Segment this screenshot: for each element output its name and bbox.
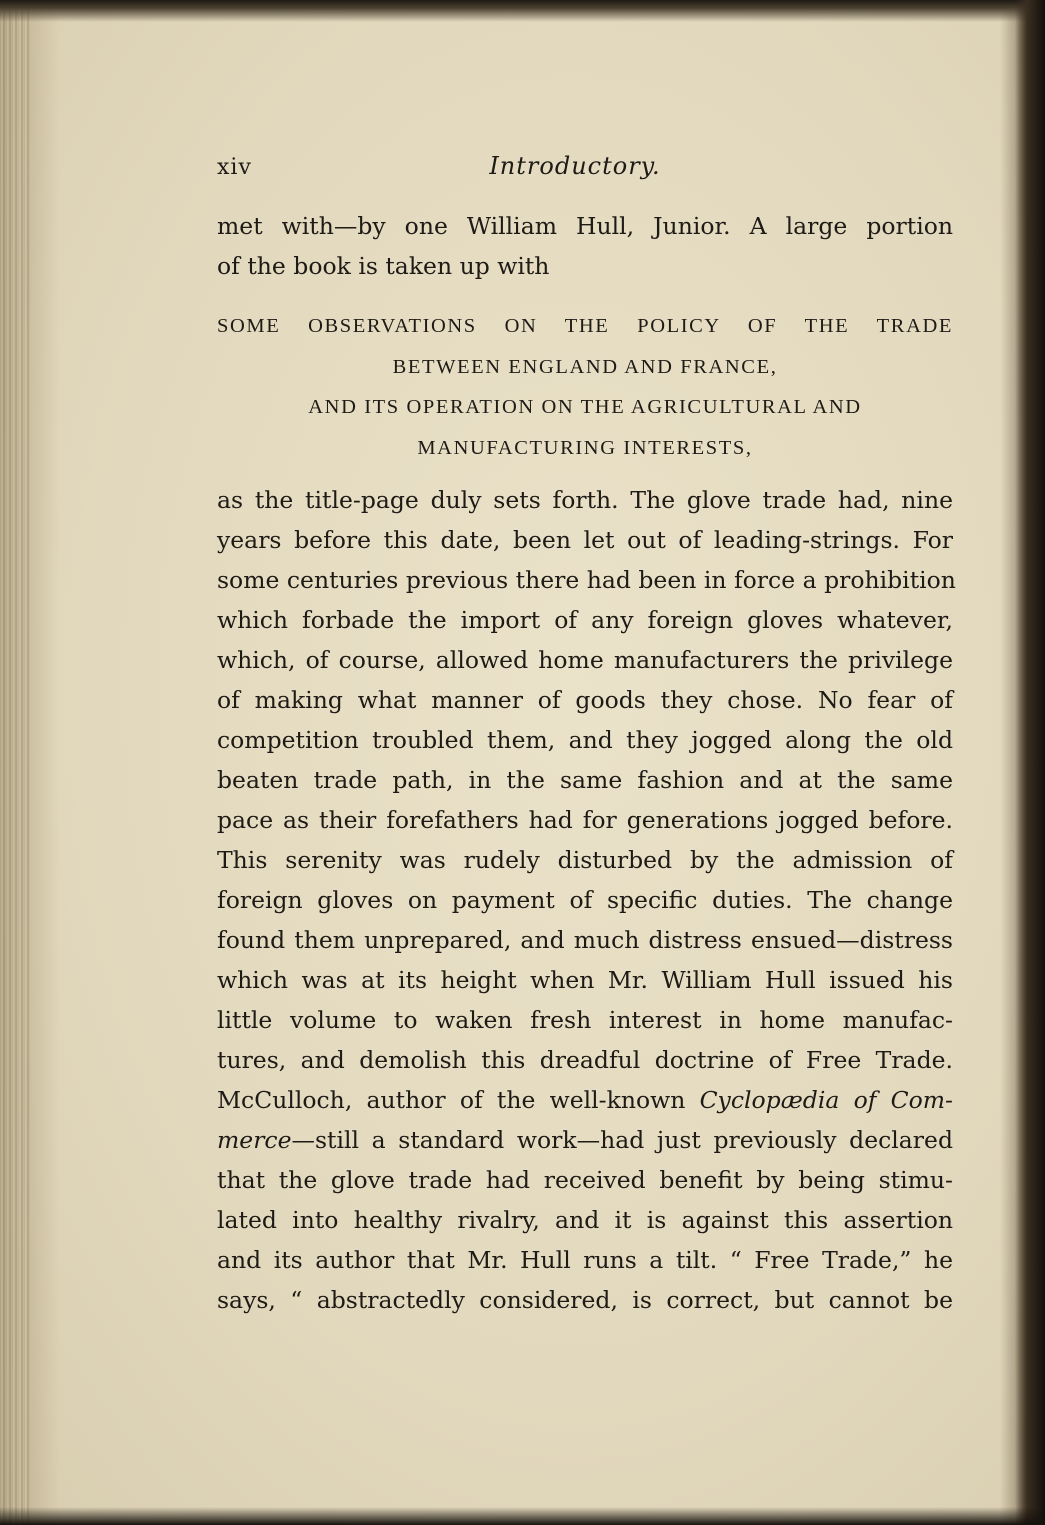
text-line: and its author that Mr. Hull runs a tilt. “ Free Trade,” he — [217, 1246, 953, 1274]
text-line: tures, and demolish this dreadful doctrine of Free Trade. — [217, 1046, 953, 1074]
page-top-shadow — [0, 0, 1045, 22]
italic-book-title: Cyclopædia of Com- — [699, 1086, 953, 1114]
title-line: AND ITS OPERATION ON THE AGRICULTURAL AND — [308, 396, 862, 418]
text-run: —still a standard work—had just previously declared — [291, 1126, 953, 1154]
text-line: pace as their forefathers had for generations jogged before. — [217, 806, 953, 834]
text-line: some centuries previous there had been in force a prohibition — [217, 566, 956, 594]
text-line: that the glove trade had received benefit by being stimu- — [217, 1166, 953, 1194]
text-line: This serenity was rudely disturbed by the admission of — [217, 846, 953, 874]
text-line: found them unprepared, and much distress ensued—distress — [217, 926, 953, 954]
page-bottom-shadow — [0, 1507, 1045, 1525]
text-line: which was at its height when Mr. William Hull issued his — [217, 966, 953, 994]
text-line: lated into healthy rivalry, and it is against this assertion — [217, 1206, 953, 1234]
page-gutter-edge — [0, 0, 30, 1525]
opening-paragraph — [217, 206, 953, 286]
text-line: says, “ abstractedly considered, is correct, but cannot be — [217, 1286, 953, 1314]
running-title: Introductory. — [489, 152, 661, 180]
page-right-shadow — [1015, 0, 1045, 1525]
text-line: competition troubled them, and they jogged along the old — [217, 726, 953, 754]
body-paragraph — [217, 480, 956, 1320]
text-line: which, of course, allowed home manufacturers the privilege — [217, 646, 953, 674]
text-line: of the book is taken up with — [217, 252, 550, 280]
text-line: foreign gloves on payment of specific duties. The change — [217, 886, 953, 914]
page-number: xiv — [217, 155, 252, 180]
text-run: McCulloch, author of the well-known — [217, 1086, 700, 1114]
text-line: beaten trade path, in the same fashion and at the same — [217, 766, 953, 794]
title-line: BETWEEN ENGLAND AND FRANCE, — [392, 355, 778, 378]
text-line: met with—by one William Hull, Junior. A large portion — [217, 212, 953, 240]
text-line: which forbade the import of any foreign gloves whatever, — [217, 606, 953, 634]
italic-book-title: merce — [217, 1126, 292, 1154]
title-line: MANUFACTURING INTERESTS, — [417, 436, 753, 459]
quoted-title-block — [217, 306, 953, 468]
title-line: SOME OBSERVATIONS ON THE POLICY OF THE TRADE — [217, 315, 953, 337]
text-line — [217, 1080, 953, 1120]
text-line: little volume to waken fresh interest in home manufac- — [217, 1006, 953, 1034]
text-line: of making what manner of goods they chose. No fear of — [217, 686, 953, 714]
text-line: as the title-page duly sets forth. The glove trade had, nine — [217, 486, 953, 514]
text-line: years before this date, been let out of leading-strings. For — [217, 526, 953, 554]
text-line — [217, 1120, 953, 1160]
